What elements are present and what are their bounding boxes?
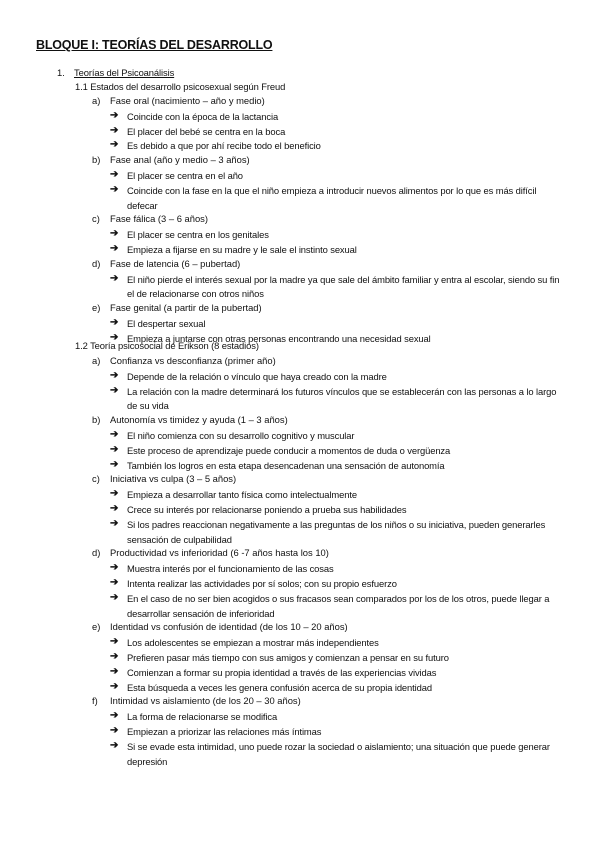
bullet-text: También los logros en esta etapa desencadenan una sensación de autonomía [127,459,445,471]
item-letter: d) [92,257,101,269]
bullet-text: Esta búsqueda a veces les genera confusión acerca de su propia identidad [127,681,432,693]
arrow-bullet-icon: ➔ [110,384,119,396]
bullet-text: El despertar sexual [127,318,206,329]
item-label: Autonomía vs timidez y ayuda (1 – 3 años) [110,414,288,426]
item-letter: e) [92,302,101,314]
arrow-bullet-icon: ➔ [110,665,119,677]
item-letter: d) [92,547,101,559]
item-label: Fase oral (nacimiento – año y medio) [110,95,265,106]
item-letter: f) [92,695,98,707]
arrow-bullet-icon: ➔ [110,651,119,662]
arrow-bullet-icon: ➔ [110,317,119,328]
bullet-text: La relación con la madre determinará los futuros vínculos que se establecerán con las personas a lo largo de su vida [127,385,557,412]
arrow-bullet-icon: ➔ [110,503,119,514]
bullet-text: Comienzan a formar su propia identidad a través de las experiencias vividas [127,666,437,678]
page-title: BLOQUE I: TEORÍAS DEL DESARROLLO [36,38,273,52]
item-letter: c) [92,473,100,485]
bullet-text: Este proceso de aprendizaje puede conducir a momentos de duda o vergüenza [127,444,451,456]
item-label: Fase de latencia (6 – pubertad) [110,257,241,269]
arrow-bullet-icon: ➔ [110,429,119,440]
arrow-bullet-icon: ➔ [110,243,119,254]
arrow-bullet-icon: ➔ [110,139,119,151]
bullet-text: Prefieren pasar más tiempo con sus amigos y comienzan a pensar en su futuro [127,652,449,663]
bullet-text: Si se evade esta intimidad, uno puede rozar la sociedad o aislamiento; una situación que puede generar depresión [127,740,550,767]
subsection-heading-2: 1.2 Teoría psicosocial de Erikson (8 estadios) [75,340,259,351]
item-label: Intimidad vs aislamiento (de los 20 – 30 años) [110,695,301,707]
arrow-bullet-icon: ➔ [110,369,119,381]
arrow-bullet-icon: ➔ [110,725,119,736]
subsection-heading-1: 1.1 Estados del desarrollo psicosexual según Freud [75,81,286,92]
arrow-bullet-icon: ➔ [110,488,119,500]
bullet-text: El niño pierde el interés sexual por la madre ya que sale del ámbito familiar y entra al escolar, siendo su fin el de relacionarse con otros niños [127,273,560,300]
bullet-text: Es debido a que por ahí recibe todo el beneficio [127,140,321,152]
bullet-text: Depende de la relación o vínculo que haya creado con la madre [127,370,387,382]
item-letter: a) [92,95,101,106]
arrow-bullet-icon: ➔ [110,331,119,343]
arrow-bullet-icon: ➔ [110,517,119,529]
bullet-text: Intenta realizar las actividades por sí solos; con su propio esfuerzo [127,578,397,589]
bullet-text: Muestra interés por el funcionamiento de las cosas [127,563,334,575]
item-letter: e) [92,621,101,633]
item-label: Fase fálica (3 – 6 años) [110,213,208,225]
item-label: Fase anal (año y medio – 3 años) [110,154,250,166]
item-label: Fase genital (a partir de la pubertad) [110,302,262,314]
arrow-bullet-icon: ➔ [110,169,119,180]
arrow-bullet-icon: ➔ [110,109,119,121]
bullet-text: Coincide con la época de la lactancia [127,110,279,122]
item-letter: b) [92,414,101,426]
arrow-bullet-icon: ➔ [110,272,119,284]
bullet-text: Empieza a juntarse con otras personas encontrando una necesidad sexual [127,332,431,344]
bullet-text: Empieza a desarrollar tanto física como intelectualmente [127,489,357,501]
section-number: 1. [57,67,65,78]
item-label: Productividad vs inferioridad (6 -7 años hasta los 10) [110,547,329,559]
arrow-bullet-icon: ➔ [110,591,119,603]
arrow-bullet-icon: ➔ [110,680,119,692]
bullet-text: La forma de relacionarse se modifica [127,711,278,723]
item-letter: c) [92,213,100,225]
arrow-bullet-icon: ➔ [110,562,119,574]
bullet-text: El placer del bebé se centra en la boca [127,125,286,137]
bullet-text: Coincide con la fase en la que el niño empieza a introducir nuevos alimentos por lo que es más difícil defecar [127,184,537,211]
item-label: Iniciativa vs culpa (3 – 5 años) [110,473,237,485]
item-letter: b) [92,154,101,166]
arrow-bullet-icon: ➔ [110,124,119,136]
section-label: Teorías del Psicoanálisis [74,67,175,78]
bullet-text: Si los padres reaccionan negativamente a las preguntas de los niños o su iniciativa, pueden generarles sensación de culpabilidad [127,518,546,545]
arrow-bullet-icon: ➔ [110,636,119,648]
bullet-text: En el caso de no ser bien acogidos o sus fracasos sean comparados por los de los otros, puede llegar a desarrollar sensación de inferioridad [127,592,550,619]
arrow-bullet-icon: ➔ [110,739,119,751]
bullet-text: Empiezan a priorizar las relaciones más íntimas [127,726,322,737]
item-letter: a) [92,355,101,366]
arrow-bullet-icon: ➔ [110,443,119,455]
arrow-bullet-icon: ➔ [110,228,119,240]
bullet-text: Empieza a fijarse en su madre y le sale el instinto sexual [127,244,357,255]
arrow-bullet-icon: ➔ [110,183,119,195]
bullet-text: El niño comienza con su desarrollo cognitivo y muscular [127,430,355,441]
arrow-bullet-icon: ➔ [110,577,119,588]
bullet-text: Los adolescentes se empiezan a mostrar más independientes [127,637,379,649]
arrow-bullet-icon: ➔ [110,458,119,470]
bullet-text: El placer se centra en los genitales [127,229,269,241]
bullet-text: El placer se centra en el año [127,170,243,181]
item-label: Confianza vs desconfianza (primer año) [110,355,276,366]
arrow-bullet-icon: ➔ [110,710,119,722]
bullet-text: Crece su interés por relacionarse poniendo a prueba sus habilidades [127,504,407,515]
item-label: Identidad vs confusión de identidad (de los 10 – 20 años) [110,621,348,633]
